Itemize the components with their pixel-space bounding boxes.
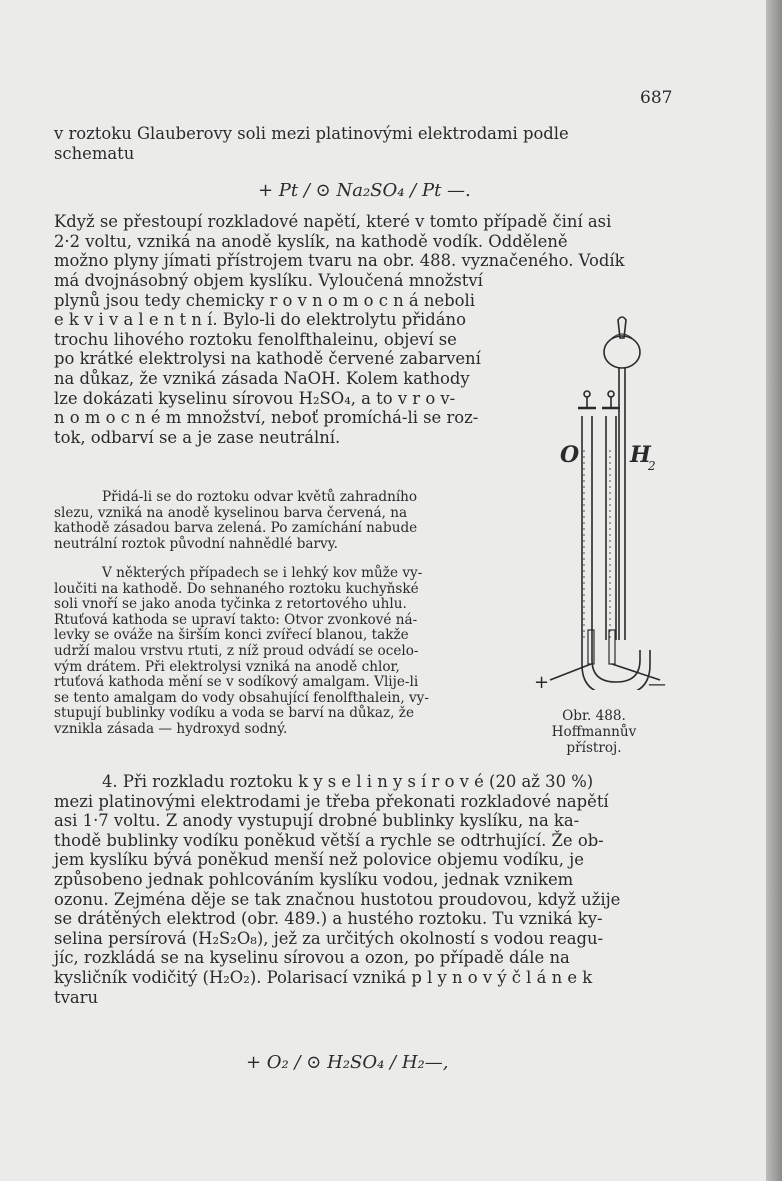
text-line: levky se ováže na širším konci zvířecí blanou, takže [54, 627, 409, 644]
text-line: neutrální roztok původní nahnědlé barvy. [54, 535, 338, 552]
text-line: lze dokázati kyselinu sírovou H₂SO₄, a to v r o v- [54, 388, 456, 408]
text-line: slezu, vzniká na anodě kyselinou barva červená, na [54, 504, 408, 521]
text-line: možno plyny jímati přístrojem tvaru na obr. 488. vyznačeného. Vodík [54, 251, 625, 271]
text-line: 4. Při rozkladu roztoku k y s e l i n y s í r o v é (20 až 30 %) [102, 772, 594, 791]
paragraph-2 [54, 772, 682, 1007]
formula-1: + Pt / ⊙ Na₂SO₄ / Pt —. [258, 180, 471, 201]
small-paragraph-2 [54, 566, 516, 738]
small-paragraph-1 [54, 490, 516, 552]
text-line: na důkaz, že vzniká zásada NaOH. Kolem kathody [54, 368, 470, 388]
text-line: má dvojnásobný objem kyslíku. Vyloučená množství [54, 271, 483, 290]
text-line: n o m o c n é m množství, neboť promíchá-li se roz- [54, 408, 479, 428]
paragraph-1-narrow [54, 271, 516, 447]
caption-line: Hoffmannův [551, 724, 637, 740]
text-line: udrží malou vrstvu rtuti, z níž proud odvádí se ocelo- [54, 642, 419, 659]
text-line: asi 1·7 voltu. Z anody vystupují drobné bublinky kyslíku, na ka- [54, 811, 580, 831]
caption-line: Obr. 488. [562, 708, 626, 724]
text-line: tok, odbarví se a je zase neutrální. [54, 427, 341, 447]
text-line: Když se přestoupí rozkladové napětí, které v tomto případě činí asi [54, 212, 612, 231]
text-line: způsobeno jednak pohlcováním kyslíku vodou, jednak vznikem [54, 869, 574, 889]
text-line: loučiti na kathodě. Do sehnaného roztoku kuchyňské [54, 580, 419, 597]
text-line: thodě bublinky vodíku poněkud větší a rychle se odtrhující. Že ob- [54, 830, 604, 850]
paragraph-1-full [54, 212, 682, 271]
figure-cathode-sign: — [648, 674, 666, 690]
text-line: se drátěných elektrod (obr. 489.) a hustého roztoku. Tu vzniká ky- [54, 909, 603, 929]
text-line: selina persírová (H₂S₂O₈), jež za určitých okolností s vodou reagu- [54, 928, 604, 948]
text-line: Přidá-li se do roztoku odvar květů zahradního [102, 489, 418, 505]
text-line: mezi platinovými elektrodami je třeba překonati rozkladové napětí [54, 791, 609, 811]
text-line: Rtuťová kathoda se upraví takto: Otvor zvonkové ná- [54, 611, 418, 628]
formula-2: + O₂ / ⊙ H₂SO₄ / H₂—, [246, 1052, 449, 1073]
text-line: kysličník vodičitý (H₂O₂). Polarisací vzniká p l y n o v ý č l á n e k [54, 967, 593, 987]
figure-label-hydrogen-subscript: 2 [648, 459, 656, 473]
caption-line: přístroj. [566, 740, 622, 756]
page-number: 687 [640, 88, 673, 108]
text-line: vým drátem. Při elektrolysi vzniká na anodě chlor, [54, 658, 400, 675]
text-line: V některých případech se i lehký kov může vy- [102, 565, 423, 581]
intro-text [54, 124, 676, 163]
text-line: e k v i v a l e n t n í. Bylo-li do elektrolytu přidáno [54, 310, 466, 330]
figure-caption [532, 708, 656, 756]
text-line: ozonu. Zejména děje se tak značnou hustotou proudovou, když užije [54, 889, 621, 909]
text-line: 2·2 voltu, vzniká na anodě kyslík, na kathodě vodík. Odděleně [54, 231, 568, 251]
text-line: kathodě zásadou barva zelená. Po zamíchání nabude [54, 520, 418, 537]
intro-line: schematu [54, 143, 135, 163]
text-line: plynů jsou tedy chemicky r o v n o m o c n á neboli [54, 290, 476, 310]
text-line: vznikla zásada — hydroxyd sodný. [54, 720, 288, 737]
text-line: se tento amalgam do vody obsahující fenolfthalein, vy- [54, 689, 429, 706]
text-line: jem kyslíku bývá poněkud menší než polovice objemu vodíku, je [54, 850, 584, 870]
page-edge-shadow [766, 0, 782, 1181]
text-line: soli vnoří se jako anoda tyčinka z retortového uhlu. [54, 596, 407, 613]
text-line: po krátké elektrolysi na kathodě červené zabarvení [54, 349, 481, 369]
text-line: jíc, rozkládá se na kyselinu sírovou a ozon, po případě dále na [54, 948, 570, 968]
text-line: tvaru [54, 987, 99, 1007]
text-line: trochu lihového roztoku fenolfthaleinu, objeví se [54, 329, 457, 349]
intro-line: v roztoku Glauberovy soli mezi platinovými elektrodami podle [54, 124, 569, 143]
figure-label-oxygen: O [560, 442, 580, 468]
hoffmann-apparatus-figure [520, 310, 670, 690]
text-line: stupují bublinky vodíku a voda se barví na důkaz, že [54, 705, 415, 722]
figure-anode-sign: + [534, 672, 550, 690]
text-line: rtuťová kathoda mění se v sodíkový amalgam. Vlije-li [54, 674, 419, 691]
figure-label-hydrogen: H [630, 442, 651, 468]
